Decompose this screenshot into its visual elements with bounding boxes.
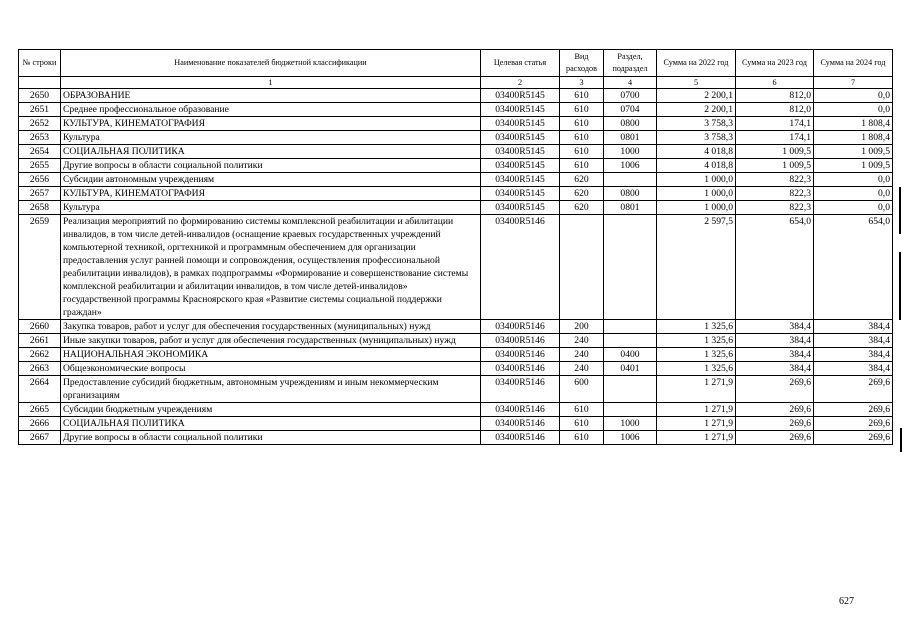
row-number-cell: 2661 [19, 334, 61, 348]
sum-2022-cell: 1 325,6 [657, 348, 736, 362]
sum-2023-cell: 1 009,5 [736, 145, 814, 159]
section-code-cell [604, 376, 657, 403]
table-row [19, 348, 893, 362]
target-article-cell: 03400R5145 [481, 187, 560, 201]
sum-2023-cell: 384,4 [736, 362, 814, 376]
header-name: Наименование показателей бюджетной классификации [61, 50, 481, 77]
row-number-cell: 2667 [19, 431, 61, 445]
header-expense-type: Вид расходов [560, 50, 604, 77]
budget-table [18, 49, 893, 445]
sum-2024-cell: 1 009,5 [814, 145, 893, 159]
expense-type-cell: 610 [560, 145, 604, 159]
table-row [19, 362, 893, 376]
sum-2022-cell: 2 597,5 [657, 215, 736, 320]
page-number: 627 [839, 596, 854, 607]
expense-type-cell: 610 [560, 117, 604, 131]
expense-type-cell: 610 [560, 159, 604, 173]
indicator-name-cell: Другие вопросы в области социальной политики [61, 159, 481, 173]
indicator-name-cell: Культура [61, 131, 481, 145]
row-number-cell: 2664 [19, 376, 61, 403]
table-row [19, 89, 893, 103]
sum-2024-cell: 0,0 [814, 89, 893, 103]
target-article-cell: 03400R5145 [481, 173, 560, 187]
sum-2022-cell: 4 018,8 [657, 145, 736, 159]
sum-2024-cell: 1 808,4 [814, 117, 893, 131]
table-body [19, 89, 893, 445]
section-code-cell: 1006 [604, 159, 657, 173]
table-row [19, 145, 893, 159]
sum-2022-cell: 4 018,8 [657, 159, 736, 173]
row-number-cell: 2662 [19, 348, 61, 362]
table-row [19, 173, 893, 187]
table-row [19, 215, 893, 320]
table-row [19, 334, 893, 348]
sum-2023-cell: 1 009,5 [736, 159, 814, 173]
section-code-cell [604, 173, 657, 187]
section-code-cell: 0801 [604, 201, 657, 215]
expense-type-cell: 240 [560, 334, 604, 348]
row-number-cell: 2650 [19, 89, 61, 103]
expense-type-cell: 600 [560, 376, 604, 403]
indicator-name-cell: НАЦИОНАЛЬНАЯ ЭКОНОМИКА [61, 348, 481, 362]
target-article-cell: 03400R5145 [481, 103, 560, 117]
indicator-name-cell: Среднее профессиональное образование [61, 103, 481, 117]
sum-2024-cell: 269,6 [814, 376, 893, 403]
indicator-name-cell: КУЛЬТУРА, КИНЕМАТОГРАФИЯ [61, 117, 481, 131]
sum-2023-cell: 269,6 [736, 431, 814, 445]
sum-2022-cell: 1 000,0 [657, 187, 736, 201]
row-number-cell: 2666 [19, 417, 61, 431]
indicator-name-cell: Иные закупки товаров, работ и услуг для обеспечения государственных (муниципальных) нужд [61, 334, 481, 348]
indicator-name-cell: Общеэкономические вопросы [61, 362, 481, 376]
indicator-name-cell: СОЦИАЛЬНАЯ ПОЛИТИКА [61, 417, 481, 431]
column-number: 2 [481, 77, 560, 89]
sum-2022-cell: 1 000,0 [657, 201, 736, 215]
section-code-cell: 1006 [604, 431, 657, 445]
target-article-cell: 03400R5145 [481, 201, 560, 215]
column-number-row [19, 77, 893, 89]
section-code-cell: 0800 [604, 187, 657, 201]
sum-2024-cell: 0,0 [814, 173, 893, 187]
table-row [19, 431, 893, 445]
row-number-cell: 2651 [19, 103, 61, 117]
sum-2024-cell: 384,4 [814, 334, 893, 348]
indicator-name-cell: Субсидии автономным учреждениям [61, 173, 481, 187]
header-sum-2023: Сумма на 2023 год [736, 50, 814, 77]
target-article-cell: 03400R5146 [481, 334, 560, 348]
table-row [19, 159, 893, 173]
row-number-cell: 2659 [19, 215, 61, 320]
expense-type-cell: 610 [560, 103, 604, 117]
expense-type-cell: 240 [560, 348, 604, 362]
sum-2023-cell: 174,1 [736, 131, 814, 145]
indicator-name-cell: Предоставление субсидий бюджетным, автономным учреждениям и иным некоммерческим организациям [61, 376, 481, 403]
section-code-cell: 0401 [604, 362, 657, 376]
column-number [19, 77, 61, 89]
row-number-cell: 2658 [19, 201, 61, 215]
expense-type-cell: 620 [560, 187, 604, 201]
table-row [19, 131, 893, 145]
target-article-cell: 03400R5146 [481, 431, 560, 445]
target-article-cell: 03400R5146 [481, 376, 560, 403]
row-number-cell: 2657 [19, 187, 61, 201]
sum-2023-cell: 812,0 [736, 103, 814, 117]
sum-2022-cell: 3 758,3 [657, 131, 736, 145]
sum-2024-cell: 269,6 [814, 417, 893, 431]
expense-type-cell: 610 [560, 403, 604, 417]
row-number-cell: 2660 [19, 320, 61, 334]
sum-2022-cell: 1 271,9 [657, 403, 736, 417]
indicator-name-cell: КУЛЬТУРА, КИНЕМАТОГРАФИЯ [61, 187, 481, 201]
target-article-cell: 03400R5145 [481, 89, 560, 103]
header-row [19, 50, 893, 77]
sum-2022-cell: 2 200,1 [657, 89, 736, 103]
sum-2023-cell: 822,3 [736, 201, 814, 215]
section-code-cell [604, 403, 657, 417]
sum-2024-cell: 0,0 [814, 187, 893, 201]
column-number: 6 [736, 77, 814, 89]
expense-type-cell: 200 [560, 320, 604, 334]
target-article-cell: 03400R5146 [481, 362, 560, 376]
table-row [19, 187, 893, 201]
section-code-cell [604, 320, 657, 334]
header-row-number: № строки [19, 50, 61, 77]
column-number: 1 [61, 77, 481, 89]
target-article-cell: 03400R5146 [481, 320, 560, 334]
indicator-name-cell: СОЦИАЛЬНАЯ ПОЛИТИКА [61, 145, 481, 159]
expense-type-cell: 610 [560, 417, 604, 431]
expense-type-cell: 610 [560, 89, 604, 103]
row-number-cell: 2656 [19, 173, 61, 187]
sum-2022-cell: 2 200,1 [657, 103, 736, 117]
section-code-cell: 0400 [604, 348, 657, 362]
target-article-cell: 03400R5146 [481, 403, 560, 417]
table-row [19, 201, 893, 215]
sum-2023-cell: 822,3 [736, 173, 814, 187]
table-row [19, 417, 893, 431]
target-article-cell: 03400R5145 [481, 131, 560, 145]
sum-2022-cell: 1 325,6 [657, 362, 736, 376]
table-row [19, 103, 893, 117]
sum-2022-cell: 1 325,6 [657, 320, 736, 334]
sum-2023-cell: 384,4 [736, 334, 814, 348]
sum-2023-cell: 174,1 [736, 117, 814, 131]
section-code-cell: 1000 [604, 417, 657, 431]
sum-2023-cell: 269,6 [736, 376, 814, 403]
sum-2023-cell: 384,4 [736, 320, 814, 334]
sum-2023-cell: 654,0 [736, 215, 814, 320]
expense-type-cell: 610 [560, 431, 604, 445]
section-code-cell: 0700 [604, 89, 657, 103]
sum-2022-cell: 3 758,3 [657, 117, 736, 131]
sum-2024-cell: 1 009,5 [814, 159, 893, 173]
expense-type-cell: 240 [560, 362, 604, 376]
table-row [19, 320, 893, 334]
sum-2024-cell: 384,4 [814, 362, 893, 376]
sum-2024-cell: 0,0 [814, 201, 893, 215]
target-article-cell: 03400R5146 [481, 215, 560, 320]
target-article-cell: 03400R5146 [481, 348, 560, 362]
header-sum-2024: Сумма на 2024 год [814, 50, 893, 77]
column-number: 5 [657, 77, 736, 89]
sum-2024-cell: 384,4 [814, 320, 893, 334]
sum-2024-cell: 1 808,4 [814, 131, 893, 145]
column-number: 3 [560, 77, 604, 89]
sum-2024-cell: 384,4 [814, 348, 893, 362]
sum-2022-cell: 1 271,9 [657, 417, 736, 431]
indicator-name-cell: Культура [61, 201, 481, 215]
expense-type-cell: 610 [560, 131, 604, 145]
sum-2024-cell: 269,6 [814, 431, 893, 445]
table-row [19, 403, 893, 417]
sum-2024-cell: 654,0 [814, 215, 893, 320]
indicator-name-cell: Другие вопросы в области социальной политики [61, 431, 481, 445]
section-code-cell [604, 215, 657, 320]
sum-2023-cell: 269,6 [736, 417, 814, 431]
expense-type-cell [560, 215, 604, 320]
sum-2024-cell: 0,0 [814, 103, 893, 117]
row-number-cell: 2653 [19, 131, 61, 145]
expense-type-cell: 620 [560, 201, 604, 215]
row-number-cell: 2655 [19, 159, 61, 173]
row-number-cell: 2654 [19, 145, 61, 159]
target-article-cell: 03400R5145 [481, 145, 560, 159]
target-article-cell: 03400R5145 [481, 117, 560, 131]
scan-edge-mark [899, 187, 901, 234]
section-code-cell: 0800 [604, 117, 657, 131]
table-row [19, 376, 893, 403]
section-code-cell: 0801 [604, 131, 657, 145]
target-article-cell: 03400R5145 [481, 159, 560, 173]
section-code-cell: 1000 [604, 145, 657, 159]
header-sum-2022: Сумма на 2022 год [657, 50, 736, 77]
sum-2023-cell: 269,6 [736, 403, 814, 417]
sum-2022-cell: 1 325,6 [657, 334, 736, 348]
row-number-cell: 2652 [19, 117, 61, 131]
target-article-cell: 03400R5146 [481, 417, 560, 431]
indicator-name-cell: Закупка товаров, работ и услуг для обеспечения государственных (муниципальных) нужд [61, 320, 481, 334]
indicator-name-cell: Реализация мероприятий по формированию системы комплексной реабилитации и абилитации инвалидов, в том числе детей-инвалидов (оснащение краевых государственных учреждений компьютерной техникой, оргтехникой и программным обеспечением для организации предоставления услуг ранней помощи и сопровождения, осуществления профессиональной реабилитации инвалидов), в рамках подпрограммы «Формирование и совершенствование системы комплексной реабилитации и абилитации инвалидов, в том числе детей-инвалидов» государственной программы Красноярского края «Развитие системы социальной поддержки граждан» [61, 215, 481, 320]
sum-2023-cell: 384,4 [736, 348, 814, 362]
row-number-cell: 2663 [19, 362, 61, 376]
sum-2022-cell: 1 000,0 [657, 173, 736, 187]
header-target-article: Целевая статья [481, 50, 560, 77]
expense-type-cell: 620 [560, 173, 604, 187]
section-code-cell [604, 334, 657, 348]
sum-2023-cell: 822,3 [736, 187, 814, 201]
sum-2024-cell: 269,6 [814, 403, 893, 417]
column-number: 4 [604, 77, 657, 89]
scan-edge-mark [899, 252, 901, 320]
indicator-name-cell: ОБРАЗОВАНИЕ [61, 89, 481, 103]
column-number: 7 [814, 77, 893, 89]
sum-2022-cell: 1 271,9 [657, 431, 736, 445]
table-row [19, 117, 893, 131]
sum-2022-cell: 1 271,9 [657, 376, 736, 403]
section-code-cell: 0704 [604, 103, 657, 117]
row-number-cell: 2665 [19, 403, 61, 417]
sum-2023-cell: 812,0 [736, 89, 814, 103]
scan-edge-mark [900, 428, 902, 452]
indicator-name-cell: Субсидии бюджетным учреждениям [61, 403, 481, 417]
header-section: Раздел, подраздел [604, 50, 657, 77]
